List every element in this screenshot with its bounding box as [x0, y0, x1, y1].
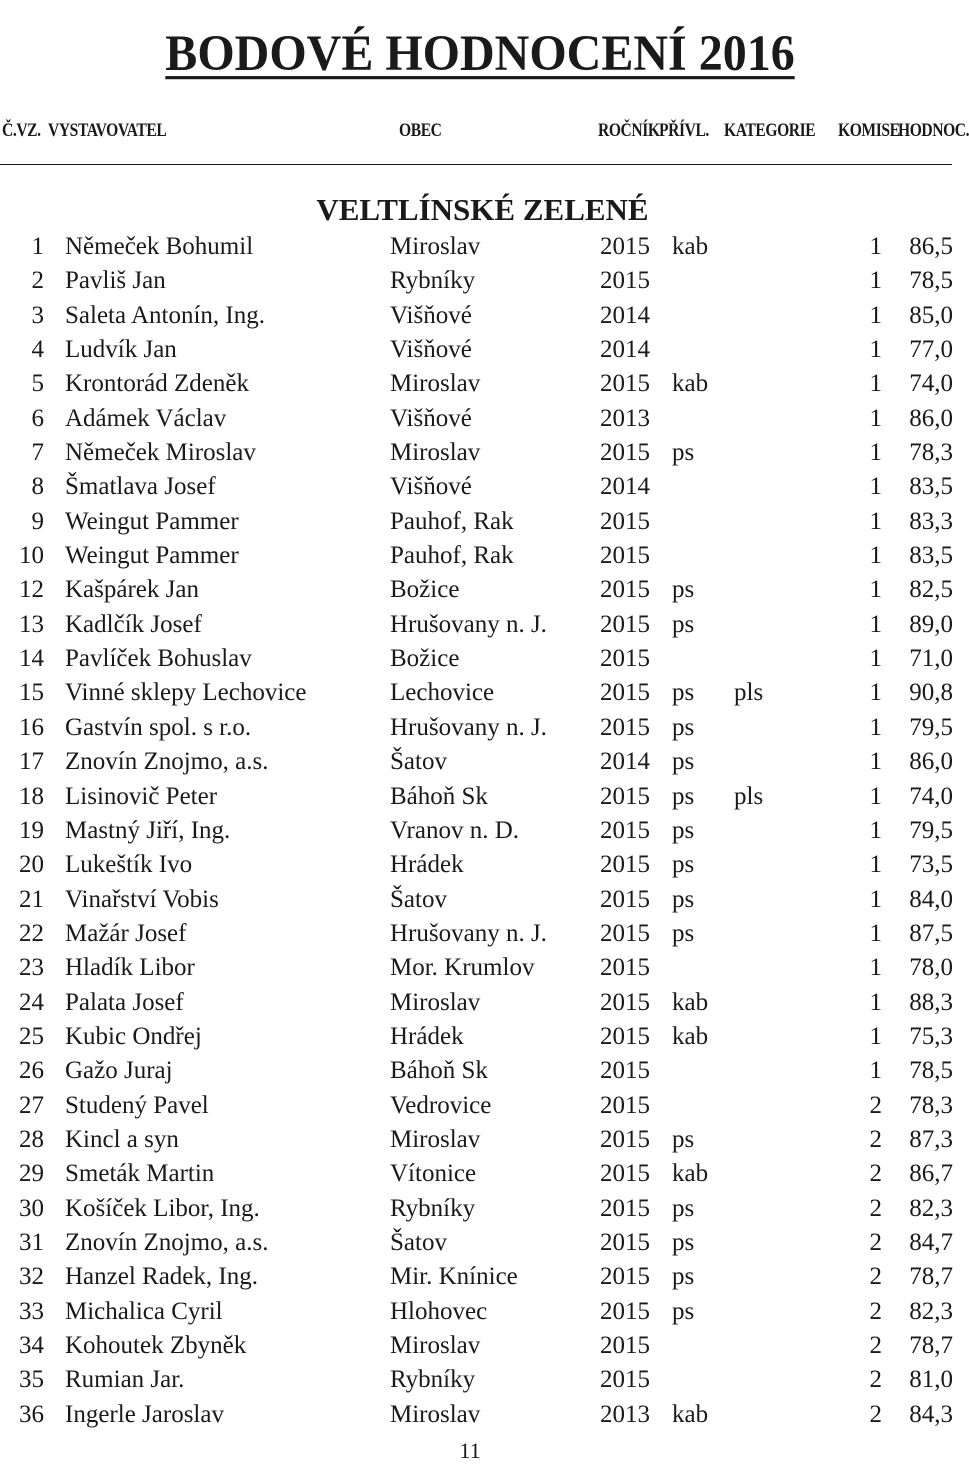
commission: 1	[869, 748, 882, 776]
town: Pauhof, Rak	[390, 542, 514, 570]
commission: 2	[869, 1228, 882, 1256]
table-row	[0, 1020, 960, 1054]
town: Šatov	[390, 885, 447, 913]
score: 86,7	[909, 1160, 953, 1188]
attribute: ps	[672, 679, 695, 707]
attribute: ps	[672, 748, 695, 776]
town: Rybníky	[390, 267, 476, 295]
header-town: OBEC	[399, 120, 442, 141]
exhibitor-name: Košíček Libor, Ing.	[65, 1194, 260, 1222]
score: 84,7	[909, 1228, 953, 1256]
commission: 1	[869, 782, 882, 810]
exhibitor-name: Němeček Miroslav	[65, 439, 256, 467]
town: Miroslav	[390, 988, 481, 1016]
commission: 1	[869, 473, 882, 501]
entry-number: 1	[31, 233, 44, 260]
town: Hrušovany n. J.	[390, 713, 547, 741]
commission: 1	[869, 439, 882, 467]
commission: 1	[869, 301, 882, 329]
attribute: ps	[672, 1263, 695, 1291]
vintage-year: 2015	[600, 645, 650, 673]
commission: 1	[869, 542, 882, 570]
attribute: ps	[672, 439, 695, 467]
entry-number: 4	[31, 336, 44, 364]
vintage-year: 2015	[600, 988, 650, 1016]
header-commission: KOMISE	[838, 120, 900, 141]
score: 81,0	[909, 1366, 953, 1394]
entry-number: 23	[19, 954, 44, 982]
exhibitor-name: Smeták Martin	[65, 1160, 215, 1188]
table-row	[0, 917, 960, 951]
exhibitor-name: Vinné sklepy Lechovice	[65, 679, 307, 707]
table-row	[0, 1226, 960, 1260]
vintage-year: 2015	[600, 1091, 650, 1119]
score: 78,7	[909, 1263, 953, 1291]
commission: 1	[869, 370, 882, 398]
commission: 1	[869, 233, 882, 260]
vintage-year: 2015	[600, 610, 650, 638]
table-row	[0, 745, 960, 779]
entry-number: 25	[19, 1022, 44, 1050]
town: Višňové	[390, 473, 472, 501]
exhibitor-name: Krontorád Zdeněk	[65, 370, 249, 398]
attribute: ps	[672, 1194, 695, 1222]
exhibitor-name: Znovín Znojmo, a.s.	[65, 1228, 269, 1256]
attribute: ps	[672, 1228, 695, 1256]
commission: 1	[869, 576, 882, 604]
exhibitor-name: Němeček Bohumil	[65, 233, 254, 260]
header-exhibitor: VYSTAVOVATEL	[48, 120, 167, 141]
score: 82,3	[909, 1194, 953, 1222]
header-year: ROČNÍK	[598, 120, 660, 141]
commission: 2	[869, 1091, 882, 1119]
vintage-year: 2015	[600, 370, 650, 398]
town: Miroslav	[390, 233, 481, 260]
entry-number: 31	[19, 1228, 44, 1256]
entry-number: 18	[19, 782, 44, 810]
table-row	[0, 951, 960, 985]
score: 87,3	[909, 1125, 953, 1153]
attribute: ps	[672, 713, 695, 741]
score: 78,5	[909, 1057, 953, 1085]
table-row	[0, 848, 960, 882]
entry-number: 33	[19, 1297, 44, 1325]
exhibitor-name: Palata Josef	[65, 988, 184, 1016]
exhibitor-name: Ludvík Jan	[65, 336, 177, 364]
commission: 1	[869, 645, 882, 673]
exhibitor-name: Kubic Ondřej	[65, 1022, 202, 1050]
vintage-year: 2015	[600, 1366, 650, 1394]
score: 87,5	[909, 919, 953, 947]
vintage-year: 2015	[600, 1057, 650, 1085]
category: pls	[734, 782, 764, 810]
vintage-year: 2015	[600, 885, 650, 913]
table-row	[0, 883, 960, 917]
commission: 1	[869, 885, 882, 913]
score: 78,0	[909, 954, 953, 982]
town: Višňové	[390, 301, 472, 329]
table-row	[0, 1157, 960, 1191]
commission: 1	[869, 507, 882, 535]
score: 89,0	[909, 610, 953, 638]
town: Vranov n. D.	[390, 816, 520, 844]
town: Lechovice	[390, 679, 495, 707]
category: pls	[734, 679, 764, 707]
column-header	[2, 120, 969, 150]
exhibitor-name: Šmatlava Josef	[65, 473, 216, 501]
commission: 2	[869, 1332, 882, 1359]
header-category: KATEGORIE	[724, 120, 816, 141]
exhibitor-name: Gastvín spol. s r.o.	[65, 713, 252, 741]
attribute: kab	[672, 1022, 709, 1050]
commission: 1	[869, 610, 882, 638]
header-num: Č.VZ.	[2, 120, 41, 141]
table-row	[0, 230, 960, 264]
vintage-year: 2015	[600, 954, 650, 982]
exhibitor-name: Kincl a syn	[65, 1125, 179, 1153]
entry-number: 32	[19, 1263, 44, 1291]
attribute: ps	[672, 1297, 695, 1325]
score: 77,0	[909, 336, 953, 364]
exhibitor-name: Znovín Znojmo, a.s.	[65, 748, 269, 776]
table-row	[0, 264, 960, 298]
table-row	[0, 470, 960, 504]
entry-number: 28	[19, 1125, 44, 1153]
vintage-year: 2015	[600, 233, 650, 260]
entry-number: 12	[19, 576, 44, 604]
entry-number: 13	[19, 610, 44, 638]
town: Hrušovany n. J.	[390, 919, 547, 947]
attribute: ps	[672, 851, 695, 879]
entry-number: 29	[19, 1160, 44, 1188]
entry-number: 22	[19, 919, 44, 947]
score: 86,0	[909, 748, 953, 776]
results-table	[0, 230, 960, 1432]
vintage-year: 2014	[600, 473, 650, 501]
entry-number: 2	[31, 267, 44, 295]
commission: 2	[869, 1366, 882, 1394]
vintage-year: 2015	[600, 919, 650, 947]
header-divider	[0, 164, 952, 165]
town: Báhoň Sk	[390, 782, 488, 810]
town: Mor. Krumlov	[390, 954, 535, 982]
exhibitor-name: Kohoutek Zbyněk	[65, 1332, 247, 1359]
vintage-year: 2015	[600, 851, 650, 879]
exhibitor-name: Saleta Antonín, Ing.	[65, 301, 265, 329]
score: 90,8	[909, 679, 953, 707]
vintage-year: 2014	[600, 301, 650, 329]
vintage-year: 2015	[600, 713, 650, 741]
commission: 1	[869, 267, 882, 295]
table-row	[0, 642, 960, 676]
entry-number: 10	[19, 542, 44, 570]
town: Božice	[390, 576, 460, 604]
entry-number: 3	[31, 301, 44, 329]
exhibitor-name: Studený Pavel	[65, 1091, 209, 1119]
score: 74,0	[909, 370, 953, 398]
vintage-year: 2015	[600, 679, 650, 707]
entry-number: 30	[19, 1194, 44, 1222]
exhibitor-name: Lisinovič Peter	[65, 782, 218, 810]
table-row	[0, 333, 960, 367]
commission: 2	[869, 1160, 882, 1188]
attribute: kab	[672, 370, 709, 398]
table-row	[0, 1192, 960, 1226]
table-row	[0, 299, 960, 333]
entry-number: 36	[19, 1400, 44, 1428]
score: 75,3	[909, 1022, 953, 1050]
exhibitor-name: Mastný Jiří, Ing.	[65, 816, 231, 844]
exhibitor-name: Weingut Pammer	[65, 542, 239, 570]
score: 83,5	[909, 542, 953, 570]
attribute: ps	[672, 782, 695, 810]
commission: 2	[869, 1194, 882, 1222]
page-title: BODOVÉ HODNOCENÍ 2016	[165, 25, 795, 82]
vintage-year: 2015	[600, 576, 650, 604]
entry-number: 19	[19, 816, 44, 844]
town: Hrušovany n. J.	[390, 610, 547, 638]
town: Miroslav	[390, 1332, 481, 1359]
attribute: ps	[672, 610, 695, 638]
table-row	[0, 676, 960, 710]
score: 82,5	[909, 576, 953, 604]
commission: 1	[869, 1022, 882, 1050]
commission: 1	[869, 816, 882, 844]
vintage-year: 2014	[600, 748, 650, 776]
table-row	[0, 1398, 960, 1432]
entry-number: 6	[31, 404, 44, 432]
table-row	[0, 1329, 960, 1363]
attribute: kab	[672, 988, 709, 1016]
table-row	[0, 436, 960, 470]
table-row	[0, 814, 960, 848]
entry-number: 15	[19, 679, 44, 707]
attribute: ps	[672, 576, 695, 604]
commission: 1	[869, 851, 882, 879]
vintage-year: 2015	[600, 1228, 650, 1256]
commission: 1	[869, 336, 882, 364]
score: 84,0	[909, 885, 953, 913]
exhibitor-name: Vinařství Vobis	[65, 885, 219, 913]
town: Hrádek	[390, 851, 464, 879]
entry-number: 26	[19, 1057, 44, 1085]
town: Miroslav	[390, 439, 481, 467]
town: Vedrovice	[390, 1091, 492, 1119]
score: 88,3	[909, 988, 953, 1016]
vintage-year: 2015	[600, 1332, 650, 1359]
table-row	[0, 539, 960, 573]
section-title: VELTLÍNSKÉ ZELENÉ	[316, 192, 649, 227]
score: 78,3	[909, 1091, 953, 1119]
vintage-year: 2015	[600, 439, 650, 467]
score: 83,3	[909, 507, 953, 535]
table-row	[0, 986, 960, 1020]
exhibitor-name: Weingut Pammer	[65, 507, 239, 535]
vintage-year: 2015	[600, 267, 650, 295]
table-row	[0, 367, 960, 401]
vintage-year: 2015	[600, 1160, 650, 1188]
table-row	[0, 1363, 960, 1397]
table-row	[0, 1089, 960, 1123]
exhibitor-name: Rumian Jar.	[65, 1366, 185, 1394]
table-row	[0, 1054, 960, 1088]
commission: 1	[869, 1057, 882, 1085]
vintage-year: 2015	[600, 816, 650, 844]
exhibitor-name: Michalica Cyril	[65, 1297, 223, 1325]
exhibitor-name: Mažár Josef	[65, 919, 187, 947]
score: 86,0	[909, 404, 953, 432]
score: 78,3	[909, 439, 953, 467]
town: Mir. Knínice	[390, 1263, 518, 1291]
commission: 1	[869, 954, 882, 982]
table-row	[0, 573, 960, 607]
vintage-year: 2015	[600, 1194, 650, 1222]
exhibitor-name: Adámek Václav	[65, 404, 227, 432]
score: 83,5	[909, 473, 953, 501]
table-row	[0, 505, 960, 539]
town: Báhoň Sk	[390, 1057, 488, 1085]
vintage-year: 2015	[600, 1022, 650, 1050]
table-row	[0, 1123, 960, 1157]
score: 79,5	[909, 816, 953, 844]
vintage-year: 2013	[600, 404, 650, 432]
attribute: kab	[672, 1160, 709, 1188]
exhibitor-name: Gažo Juraj	[65, 1057, 173, 1085]
score: 79,5	[909, 713, 953, 741]
vintage-year: 2015	[600, 542, 650, 570]
town: Vítonice	[390, 1160, 477, 1188]
commission: 1	[869, 404, 882, 432]
commission: 1	[869, 988, 882, 1016]
attribute: kab	[672, 233, 709, 260]
score: 74,0	[909, 782, 953, 810]
entry-number: 5	[31, 370, 44, 398]
exhibitor-name: Hanzel Radek, Ing.	[65, 1263, 258, 1291]
commission: 1	[869, 713, 882, 741]
exhibitor-name: Pavlíček Bohuslav	[65, 645, 252, 673]
town: Rybníky	[390, 1366, 476, 1394]
attribute: ps	[672, 1125, 695, 1153]
commission: 2	[869, 1125, 882, 1153]
exhibitor-name: Ingerle Jaroslav	[65, 1400, 224, 1428]
town: Miroslav	[390, 370, 481, 398]
town: Višňové	[390, 404, 472, 432]
score: 78,7	[909, 1332, 953, 1359]
entry-number: 17	[19, 748, 44, 776]
town: Božice	[390, 645, 460, 673]
score: 78,5	[909, 267, 953, 295]
table-row	[0, 1295, 960, 1329]
town: Višňové	[390, 336, 472, 364]
page-number: 11	[459, 1438, 481, 1463]
header-attr: PŘÍVL.	[659, 120, 709, 141]
score: 85,0	[909, 301, 953, 329]
vintage-year: 2015	[600, 1125, 650, 1153]
score: 73,5	[909, 851, 953, 879]
vintage-year: 2015	[600, 1263, 650, 1291]
entry-number: 21	[19, 885, 44, 913]
entry-number: 27	[19, 1091, 44, 1119]
commission: 1	[869, 919, 882, 947]
entry-number: 34	[19, 1332, 44, 1359]
entry-number: 16	[19, 713, 44, 741]
table-row	[0, 780, 960, 814]
town: Miroslav	[390, 1125, 481, 1153]
entry-number: 35	[19, 1366, 44, 1394]
exhibitor-name: Kadlčík Josef	[65, 610, 202, 638]
table-row	[0, 608, 960, 642]
entry-number: 20	[19, 851, 44, 879]
commission: 1	[869, 679, 882, 707]
town: Pauhof, Rak	[390, 507, 514, 535]
commission: 2	[869, 1297, 882, 1325]
score: 84,3	[909, 1400, 953, 1428]
table-row	[0, 1260, 960, 1294]
entry-number: 7	[31, 439, 44, 467]
header-score: HODNOC.	[898, 120, 969, 141]
entry-number: 8	[31, 473, 44, 501]
commission: 2	[869, 1400, 882, 1428]
entry-number: 9	[31, 507, 44, 535]
town: Hrádek	[390, 1022, 464, 1050]
exhibitor-name: Hladík Libor	[65, 954, 195, 982]
attribute: kab	[672, 1400, 709, 1428]
vintage-year: 2015	[600, 507, 650, 535]
score: 82,3	[909, 1297, 953, 1325]
vintage-year: 2014	[600, 336, 650, 364]
attribute: ps	[672, 816, 695, 844]
vintage-year: 2015	[600, 1297, 650, 1325]
commission: 2	[869, 1263, 882, 1291]
town: Hlohovec	[390, 1297, 488, 1325]
exhibitor-name: Lukeštík Ivo	[65, 851, 193, 879]
attribute: ps	[672, 919, 695, 947]
exhibitor-name: Pavliš Jan	[65, 267, 166, 295]
entry-number: 14	[19, 645, 44, 673]
table-row	[0, 402, 960, 436]
score: 86,5	[909, 233, 953, 260]
vintage-year: 2013	[600, 1400, 650, 1428]
town: Šatov	[390, 1228, 447, 1256]
vintage-year: 2015	[600, 782, 650, 810]
town: Miroslav	[390, 1400, 481, 1428]
attribute: ps	[672, 885, 695, 913]
table-row	[0, 711, 960, 745]
exhibitor-name: Kašpárek Jan	[65, 576, 199, 604]
town: Rybníky	[390, 1194, 476, 1222]
score: 71,0	[909, 645, 953, 673]
town: Šatov	[390, 748, 447, 776]
entry-number: 24	[19, 988, 44, 1016]
